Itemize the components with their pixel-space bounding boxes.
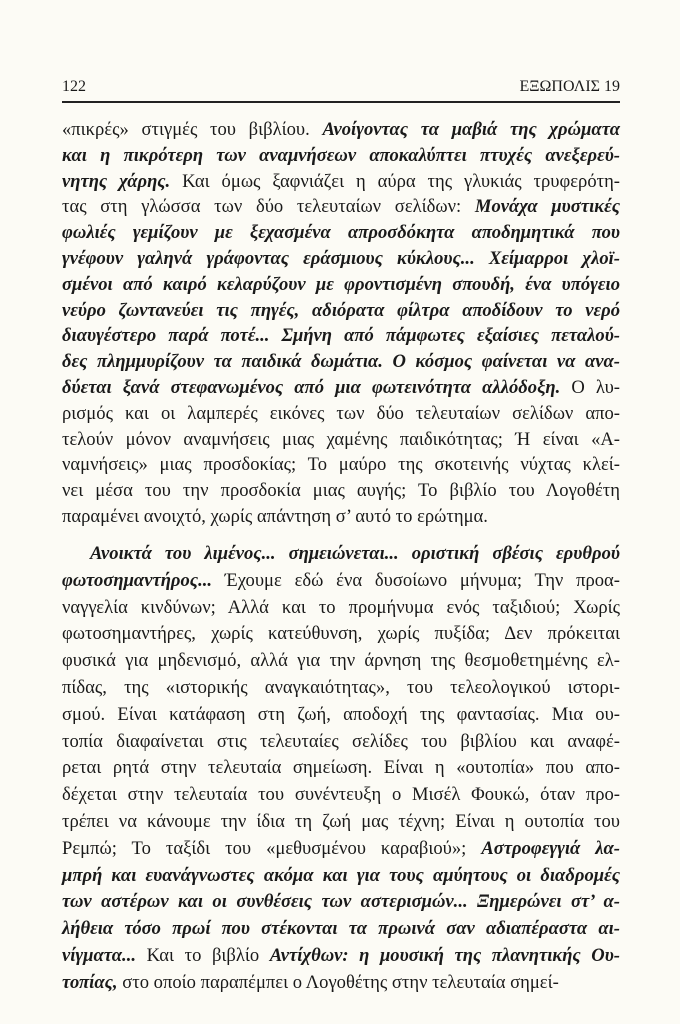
text-line (62, 836, 620, 863)
text-line (62, 169, 620, 195)
quoted-bold-italic-text: των αστέρων και οι συνθέσεις των αστερισμών... Ξημερώνει στ’ α- (62, 891, 620, 913)
quoted-bold-italic-text: νητης χάρης. (62, 170, 171, 192)
quoted-bold-italic-text: σμένοι από καιρό κελαρύζουν με φροντισμένη σπουδή, ένα υπόγειο (62, 273, 620, 295)
text-line (62, 504, 620, 530)
text-line (62, 298, 620, 324)
quoted-bold-italic-text: Αντίχθων: η μουσική της πλανητικής Ου- (269, 944, 620, 966)
text-line (62, 375, 620, 401)
quoted-bold-italic-text: μπρή και ευανάγνωστες ακόμα και για τους αμύητους οι διαδρομές (62, 864, 620, 886)
running-title: ΕΞΩΠΟΛΙΣ 19 (519, 78, 620, 95)
text-line (62, 943, 620, 970)
quoted-bold-italic-text: διαυγέστερο παρά ποτέ... Σμήνη από πάμφωτες εξαίσιες πεταλού- (62, 325, 620, 347)
text-line (62, 272, 620, 298)
body-text: Ρεμπώ; Το ταξίδι του «μεθυσμένου καραβιού»; (62, 837, 482, 859)
quoted-bold-italic-text: Ανοίγοντας τα μαβιά της χρώματα (322, 119, 620, 140)
text-line (62, 755, 620, 782)
body-text: δέχεται στην τελευταία του συνέντευξη ο Μισέλ Φουκώ, όταν προ- (62, 784, 620, 806)
quoted-bold-italic-text: δύεται ξανά στεφανωμένος από μια φωτεινότητα αλλόδοξη. (62, 376, 561, 398)
quoted-bold-italic-text: Μονάχα μυστικές (474, 196, 621, 218)
text-line (62, 143, 620, 169)
quoted-bold-italic-text: και η πικρότερη των αναμνήσεων αποκαλύπτει πτυχές ανεξερεύ- (62, 144, 620, 166)
quoted-bold-italic-text: δες πλημμυρίζουν τα παιδικά δωμάτια. Ο κόσμος φαίνεται να ανα- (62, 351, 620, 373)
body-text: Και όμως ξαφνιάζει η αύρα της γλυκιάς τρυφερότη- (170, 170, 620, 192)
text-line (62, 889, 620, 916)
paragraph-1 (62, 117, 620, 530)
text-line (62, 452, 620, 478)
body-text: Και το βιβλίο (136, 944, 270, 966)
header-rule (62, 101, 620, 103)
body-text: ρισμός και οι λαμπερές εικόνες των δύο τελευταίων σελίδων απο- (62, 402, 620, 424)
body-text: ναμνήσεις» μιας προσδοκίας; Το μαύρο της σκοτεινής νύχτας κλεί- (62, 454, 620, 476)
text-line (62, 323, 620, 349)
text-line (62, 863, 620, 890)
body-text: νει μέσα του την προσδοκία μιας αυγής; Το βιβλίο του Λογοθέτη (62, 480, 620, 502)
text-line (62, 117, 620, 143)
body-text: φωτοσημαντήρες, χωρίς κατεύθυνση, χωρίς πυξίδα; Δεν πρόκειται (62, 623, 620, 645)
body-text: πίδας, της «ιστορικής αναγκαιότητας», του τελεολογικού ιστορι- (62, 676, 620, 698)
text-line (62, 568, 620, 595)
quoted-bold-italic-text: φωτοσημαντήρος... (62, 569, 213, 591)
quoted-bold-italic-text: λήθεια τόσο πρωί που στέκονται τα πρωινά σαν αδιαπέραστα αι- (62, 918, 620, 940)
paragraph-2 (62, 541, 620, 997)
running-header (62, 78, 620, 100)
quoted-bold-italic-text: φωλιές γεμίζουν με ξεχασμένα απροσδόκητα αποδημητικά που (62, 222, 620, 244)
quoted-bold-italic-text: νεύρο ζωντανεύει τις πηγές, αδιόρατα φίλτρα αποδίδουν το νερό (62, 299, 620, 321)
body-text: τελούν μόνον αναμνήσεις μιας χαμένης παιδικότητας; Ή είναι «Α- (62, 428, 620, 450)
text-line (62, 401, 620, 427)
quoted-bold-italic-text: Αστροφεγγιά λα- (481, 837, 620, 859)
text-line (62, 702, 620, 729)
text-line (62, 809, 620, 836)
body-text: σμού. Είναι κατάφαση στη ζωή, αποδοχή της φαντασίας. Μια ου- (62, 703, 620, 725)
page-number: 122 (62, 78, 86, 95)
text-line (62, 782, 620, 809)
body-text: ρεται ρητά στην τελευταία σημείωση. Είναι η «ουτοπία» που απο- (62, 757, 620, 779)
body-text: Έχουμε εδώ ένα δυσοίωνο μήνυμα; Την προα- (212, 569, 620, 591)
text-line (62, 246, 620, 272)
body-text: ναγγελία κινδύνων; Αλλά και το προμήνυμα ενός ταξιδιού; Χωρίς (62, 596, 620, 618)
body-text: στο οποίο παραπέμπει ο Λογοθέτης στην τελευταία σημεί- (117, 971, 559, 993)
text-line (62, 220, 620, 246)
text-line (62, 970, 620, 997)
text-line (62, 916, 620, 943)
body-text: τρέπει να κάνουμε την ίδια τη ζωή μας τέχνη; Είναι η ουτοπία του (62, 810, 620, 832)
text-line (62, 621, 620, 648)
text-line (62, 478, 620, 504)
quoted-bold-italic-text: τοπίας, (62, 971, 118, 993)
text-line (62, 729, 620, 756)
text-line (62, 427, 620, 453)
body-text: τας στη γλώσσα των δύο τελευταίων σελίδων: (62, 196, 475, 218)
text-line (62, 648, 620, 675)
text-line (62, 194, 620, 220)
quoted-bold-italic-text: νίγματα... (62, 944, 137, 966)
body-text: φυσικά για μηδενισμό, αλλά για την άρνηση της θεσμοθετημένης ελ- (62, 650, 620, 672)
text-line (62, 595, 620, 622)
body-text: παραμένει ανοιχτό, χωρίς απάντηση σ’ αυτό το ερώτημα. (62, 505, 488, 527)
text-line (62, 349, 620, 375)
text-line (62, 541, 620, 568)
text-line (62, 675, 620, 702)
body-text: «πικρές» στιγμές του βιβλίου. (62, 119, 323, 140)
quoted-bold-italic-text: γνέφουν γαληνά γράφοντας εράσμιους κύκλους... Χείμαρροι χλοϊ- (62, 247, 620, 269)
body-text: τοπία διαφαίνεται στις τελευταίες σελίδες του βιβλίου και αναφέ- (62, 730, 620, 752)
quoted-bold-italic-text: Ανοικτά του λιμένος... σημειώνεται... οριστική σβέσις ερυθρού (90, 543, 620, 564)
body-text: Ο λυ- (560, 376, 620, 398)
